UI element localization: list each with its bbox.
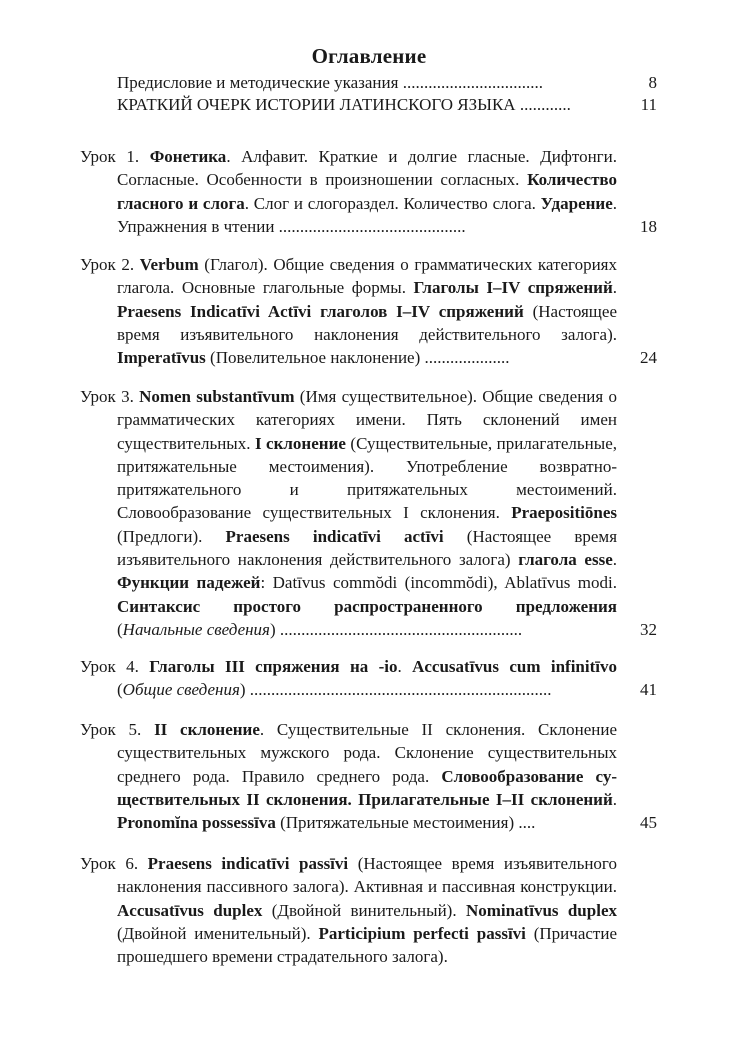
entry-text-run: ) .......................................................................: [239, 680, 552, 700]
entry-text-run: (: [117, 619, 123, 639]
entry-text-run: (Притяжательные местоимения) ....: [275, 813, 536, 833]
entry-text-run: (Повелительное наклонение) ....................: [205, 348, 510, 368]
entry-text-run: (Предлоги).: [117, 526, 226, 546]
bold-term: Accusatīvus duplex: [117, 900, 263, 920]
toc-entry-lesson-6[interactable]: [80, 852, 657, 968]
preface-block: [117, 72, 657, 116]
entry-text-run: . Существительные II склонения. Склонение существительных мужского рода. Склонение существительных среднего рода. Правило среднего рода.: [117, 720, 617, 786]
bold-term: Pronomĭna possessīva: [117, 813, 276, 833]
entry-text-run: (Имя существительное). Общие сведения о грамматических категориях имени. Пять склонений имен существительных.: [117, 387, 617, 453]
bold-term: Praesens indicatīvi actīvi: [225, 526, 444, 546]
bold-term: Глаголы I–IV спряжений: [413, 278, 613, 298]
entry-text-run: . Алфавит. Краткие и долгие гласные. Дифтонги. Согласные. Особенности в произношении согласных.: [117, 147, 618, 190]
entry-text-run: (: [117, 680, 123, 700]
bold-term: Praepositiōnes: [511, 503, 617, 523]
page-number: 24: [640, 348, 657, 368]
bold-term: Nomen substantīvum: [139, 387, 295, 406]
italic-term: Общие сведения: [122, 680, 240, 700]
toc-entry-lesson-2[interactable]: [80, 253, 657, 369]
italic-term: Начальные сведения: [122, 619, 270, 639]
bold-term: Глаголы III спряжения на -io: [149, 657, 398, 676]
bold-term: Praesens indicatīvi passīvi: [147, 854, 349, 873]
bold-term: Nominatīvus duplex: [465, 900, 617, 920]
toc-entry-lesson-1[interactable]: [80, 145, 657, 238]
entry-text: Предисловие и методические указания .................................: [117, 73, 543, 92]
toc-entry-history[interactable]: [117, 94, 657, 116]
page-number: 11: [640, 95, 657, 114]
bold-term: Imperatīvus: [117, 348, 206, 368]
bold-term: Синтаксис простого распространенного предложения: [117, 596, 617, 616]
entry-text-run: .: [612, 789, 617, 809]
bold-term: I склонение: [254, 433, 346, 453]
page-number: 41: [640, 680, 657, 700]
entry-text-run: . Упражнения в чтении ............................................: [117, 193, 617, 236]
page-number: 8: [648, 73, 657, 92]
bold-term: Participium perfecti passīvi: [318, 923, 526, 943]
entry-text-run: . Слог и слогораздел. Количество слога.: [244, 193, 541, 213]
page-number: 45: [640, 813, 657, 833]
entry-text: КРАТКИЙ ОЧЕРК ИСТОРИИ ЛАТИНСКОГО ЯЗЫКА ............: [117, 95, 571, 114]
bold-term: Accusatīvus cum infinitīvo: [412, 657, 617, 676]
entry-text: [80, 655, 657, 702]
entry-text-run: Урок 2.: [80, 255, 140, 274]
entry-text-run: .: [612, 550, 617, 570]
entry-text-run: .: [612, 278, 617, 298]
toc-entry-lesson-4[interactable]: [80, 655, 657, 702]
entry-text: [80, 852, 657, 968]
page-number: 18: [640, 216, 657, 236]
entry-text-run: Урок 1.: [80, 147, 150, 166]
bold-term: II склонение: [154, 720, 260, 739]
entry-text-run: Урок 6.: [80, 854, 148, 873]
entry-text: [80, 253, 657, 369]
bold-term: Функции падежей: [117, 573, 261, 593]
bold-term: Praesens Indicatīvi Actīvi глаголов I–IV спряжений: [117, 301, 524, 321]
entry-text-run: (Глагол). Общие сведения о грамматических категориях глагола. Основные глагольные формы.: [117, 255, 617, 298]
entry-text-run: Урок 4.: [80, 657, 150, 676]
entry-text-run: : Datīvus commŏdi (incommŏdi), Ablatīvus modi.: [260, 573, 617, 593]
bold-term: Словообразование существительных II склонения. Прилагательные I–II склонений: [117, 766, 617, 809]
entry-text-run: ) .........................................................: [269, 619, 523, 639]
bold-term: глагола esse: [518, 550, 613, 570]
toc-entry-lesson-5[interactable]: [80, 718, 657, 834]
entry-text-run: (Настоящее время изъявительного наклонения действительного залога): [117, 526, 618, 570]
entry-text-run: Урок 5.: [80, 720, 155, 739]
entry-text: [80, 385, 657, 641]
entry-text: [80, 718, 657, 834]
toc-entry-preface[interactable]: [117, 72, 657, 94]
entry-text-run: .: [397, 657, 413, 676]
bold-term: Фонетика: [149, 147, 227, 166]
toc-entry-lesson-3[interactable]: [80, 385, 657, 641]
entry-text: [80, 145, 657, 238]
entry-text-run: (Двойной именительный).: [117, 923, 319, 943]
entry-text-run: (Причастие прошедшего времени страдательного залога).: [117, 923, 617, 967]
page-number: 32: [640, 619, 657, 639]
entry-text-run: (Настоящее время изъявительного наклонения действительного залога).: [117, 301, 617, 344]
entry-text-run: (Двойной винительный).: [262, 900, 466, 920]
bold-term: Verbum: [139, 255, 199, 274]
page-title: Оглавление: [311, 44, 427, 68]
entry-text-run: Урок 3.: [80, 387, 140, 406]
entry-text-run: (Существительные, прилагательные, притяжательные местоимения). Употребление возвратно-притяжательного и притяжательных местоимений. Словообразование существительных I склонения.: [117, 433, 617, 523]
bold-term: Количество гласного и слога: [117, 170, 617, 213]
entry-text-run: (Настоящее время изъявительного наклонения пассивного залога). Активная и пассивная конструкции.: [117, 854, 617, 897]
bold-term: Ударение: [540, 193, 613, 213]
